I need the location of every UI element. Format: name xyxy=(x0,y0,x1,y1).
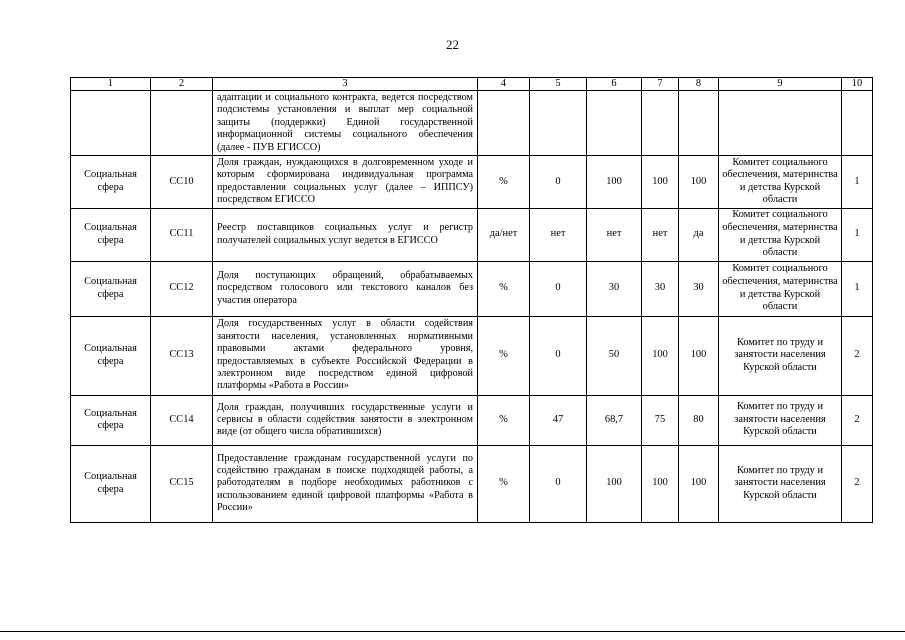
column-number-row xyxy=(71,78,873,91)
responsible-cell: Комитет социального обеспечения, материнства и детства Курской области xyxy=(719,261,842,316)
value-cell: 80 xyxy=(679,395,719,445)
empty-cell xyxy=(71,91,151,156)
continuation-text: адаптации и социального контракта, ведется посредством подсистемы установления и выплат мер социальной защиты (поддержки) Единой государственной информационной системы социального обеспечения (далее - ПУВ ЕГИССО) xyxy=(213,91,478,156)
column-number: 7 xyxy=(642,78,679,91)
sphere-cell: Социальная сфера xyxy=(71,445,151,522)
table-row xyxy=(71,316,873,395)
column-number: 10 xyxy=(842,78,873,91)
unit-cell: % xyxy=(478,395,530,445)
sphere-cell: Социальная сфера xyxy=(71,395,151,445)
empty-cell xyxy=(679,91,719,156)
table-row xyxy=(71,395,873,445)
value-cell: 1 xyxy=(842,156,873,209)
description-cell: Доля граждан, нуждающихся в долговременном уходе и которым сформирована индивидуальная программа предоставления социальных услуг (далее – ИППСУ) посредством ЕГИССО xyxy=(213,156,478,209)
value-cell: 100 xyxy=(642,156,679,209)
column-number: 5 xyxy=(530,78,587,91)
table-row xyxy=(71,261,873,316)
description-cell: Доля поступающих обращений, обрабатываемых посредством голосового или текстового каналов без участия оператора xyxy=(213,261,478,316)
description-cell: Предоставление гражданам государственной услуги по содействию гражданам в поиске подходящей работы, а работодателям в подборе необходимых работников с использованием единой цифровой платформы «Работа в России» xyxy=(213,445,478,522)
value-cell: 2 xyxy=(842,316,873,395)
empty-cell xyxy=(587,91,642,156)
column-number: 8 xyxy=(679,78,719,91)
empty-cell xyxy=(530,91,587,156)
page-number: 22 xyxy=(446,37,459,52)
value-cell: 0 xyxy=(530,261,587,316)
bottom-divider xyxy=(0,631,905,632)
column-number: 3 xyxy=(213,78,478,91)
value-cell: 100 xyxy=(679,316,719,395)
unit-cell: % xyxy=(478,316,530,395)
value-cell: нет xyxy=(530,208,587,261)
value-cell: 100 xyxy=(679,156,719,209)
unit-cell: да/нет xyxy=(478,208,530,261)
column-number: 2 xyxy=(151,78,213,91)
value-cell: 100 xyxy=(587,445,642,522)
column-number: 9 xyxy=(719,78,842,91)
code-cell: СС12 xyxy=(151,261,213,316)
continuation-row xyxy=(71,91,873,156)
table-row xyxy=(71,208,873,261)
value-cell: 30 xyxy=(587,261,642,316)
unit-cell: % xyxy=(478,156,530,209)
value-cell: нет xyxy=(587,208,642,261)
column-number: 4 xyxy=(478,78,530,91)
value-cell: да xyxy=(679,208,719,261)
responsible-cell: Комитет по труду и занятости населения Курской области xyxy=(719,445,842,522)
responsible-cell: Комитет по труду и занятости населения Курской области xyxy=(719,395,842,445)
sphere-cell: Социальная сфера xyxy=(71,208,151,261)
responsible-cell: Комитет социального обеспечения, материнства и детства Курской области xyxy=(719,156,842,209)
value-cell: 1 xyxy=(842,208,873,261)
code-cell: СС13 xyxy=(151,316,213,395)
value-cell: 47 xyxy=(530,395,587,445)
responsible-cell: Комитет по труду и занятости населения Курской области xyxy=(719,316,842,395)
table-row xyxy=(71,156,873,209)
sphere-cell: Социальная сфера xyxy=(71,156,151,209)
value-cell: 2 xyxy=(842,395,873,445)
empty-cell xyxy=(842,91,873,156)
empty-cell xyxy=(151,91,213,156)
value-cell: 2 xyxy=(842,445,873,522)
column-number: 6 xyxy=(587,78,642,91)
value-cell: 75 xyxy=(642,395,679,445)
code-cell: СС10 xyxy=(151,156,213,209)
value-cell: 0 xyxy=(530,445,587,522)
responsible-cell: Комитет социального обеспечения, материнства и детства Курской области xyxy=(719,208,842,261)
value-cell: 100 xyxy=(642,445,679,522)
value-cell: 1 xyxy=(842,261,873,316)
sphere-cell: Социальная сфера xyxy=(71,316,151,395)
value-cell: 30 xyxy=(642,261,679,316)
description-cell: Реестр поставщиков социальных услуг и регистр получателей социальных услуг ведется в ЕГИССО xyxy=(213,208,478,261)
value-cell: 100 xyxy=(587,156,642,209)
indicators-table xyxy=(70,77,873,523)
value-cell: нет xyxy=(642,208,679,261)
value-cell: 50 xyxy=(587,316,642,395)
value-cell: 100 xyxy=(642,316,679,395)
value-cell: 0 xyxy=(530,156,587,209)
value-cell: 68,7 xyxy=(587,395,642,445)
table-row xyxy=(71,445,873,522)
unit-cell: % xyxy=(478,261,530,316)
value-cell: 30 xyxy=(679,261,719,316)
unit-cell: % xyxy=(478,445,530,522)
column-number: 1 xyxy=(71,78,151,91)
sphere-cell: Социальная сфера xyxy=(71,261,151,316)
empty-cell xyxy=(642,91,679,156)
empty-cell xyxy=(478,91,530,156)
description-cell: Доля граждан, получивших государственные услуги и сервисы в области содействия занятости в электронном виде (от общего числа обратившихся) xyxy=(213,395,478,445)
code-cell: СС15 xyxy=(151,445,213,522)
empty-cell xyxy=(719,91,842,156)
code-cell: СС14 xyxy=(151,395,213,445)
code-cell: СС11 xyxy=(151,208,213,261)
value-cell: 100 xyxy=(679,445,719,522)
value-cell: 0 xyxy=(530,316,587,395)
description-cell: Доля государственных услуг в области содействия занятости населения, установленных нормативными правовыми актами федерального уровня, предоставляемых в субъекте Российской Федерации в электронном виде посредством единой цифровой платформы «Работа в России» xyxy=(213,316,478,395)
